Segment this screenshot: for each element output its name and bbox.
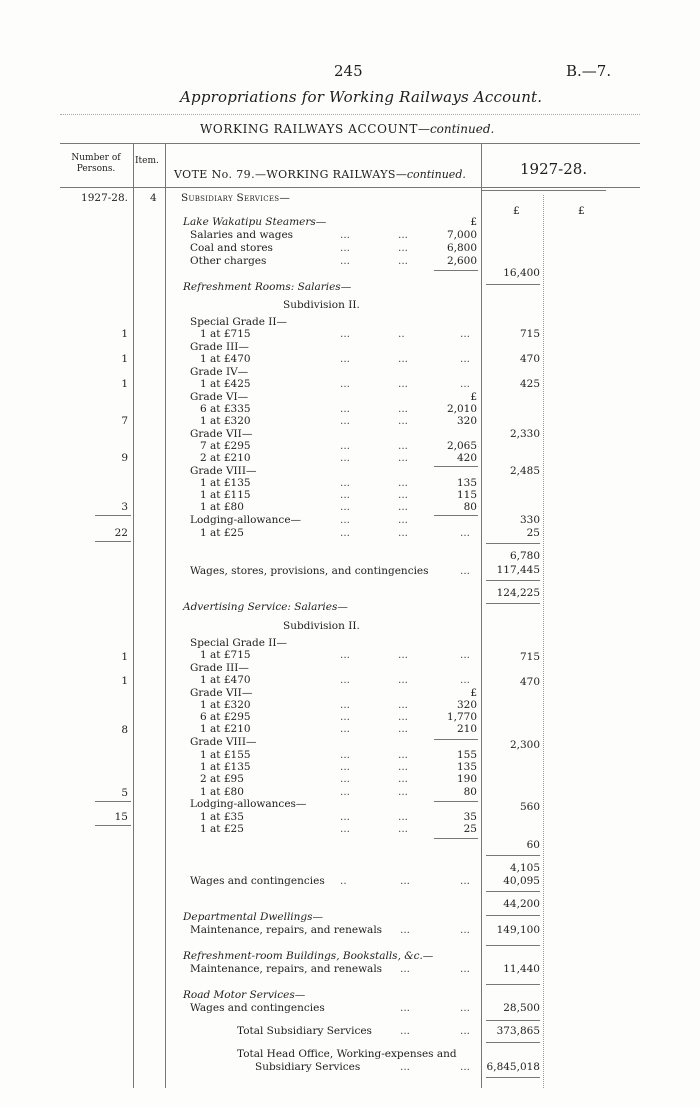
total-head-line2: Subsidiary Services	[255, 1061, 361, 1073]
leader-dots: ...	[340, 649, 351, 661]
advert-rate-amount: 80	[463, 786, 477, 798]
advert-sum: 4,105	[509, 862, 540, 874]
leader-dots: ...	[460, 1061, 471, 1073]
refbuild-amount: 11,440	[503, 963, 540, 975]
advert-grade-total: 2,300	[509, 739, 540, 751]
leader-dots: ...	[398, 811, 409, 823]
leader-dots: ...	[398, 711, 409, 723]
lake-total: 16,400	[503, 267, 540, 279]
col-sep-amount	[543, 195, 544, 1088]
total-subsidiary-amount: 373,865	[496, 1025, 540, 1037]
advert-rate: 1 at £25	[200, 823, 244, 835]
rule-total	[486, 945, 540, 946]
leader-dots: ...	[400, 875, 411, 887]
leader-dots: ...	[398, 242, 409, 254]
refresh-rate: 6 at £335	[200, 403, 251, 415]
leader-dots: ...	[460, 328, 471, 340]
leader-dots: ...	[340, 353, 351, 365]
col-sep-desc	[481, 143, 482, 1088]
rule-sub	[434, 801, 478, 802]
advert-rate-amount: 190	[456, 773, 477, 785]
leader-dots: ...	[400, 1025, 411, 1037]
section-dwell: Departmental Dwellings—	[183, 911, 324, 923]
refresh-rate: 1 at £320	[200, 415, 251, 427]
refresh-grade-total: 425	[519, 378, 540, 390]
advert-persons: 1	[121, 675, 128, 687]
rule-sum	[486, 855, 540, 856]
total-head-line1: Total Head Office, Working-expenses and	[237, 1048, 457, 1060]
leader-dots: ...	[340, 378, 351, 390]
refresh-rate: 7 at £295	[200, 440, 251, 452]
advert-rate-amount: 35	[463, 811, 477, 823]
leader-dots: ..	[340, 875, 347, 887]
leader-dots: ...	[398, 674, 409, 686]
page-subtitle	[200, 122, 494, 136]
vote-main: VOTE No. 79.—WORKING RAILWAYS	[174, 168, 396, 181]
pound-sign-col2: £	[578, 205, 585, 217]
rule-sub	[434, 515, 478, 516]
leader-dots: ...	[340, 501, 351, 513]
dwell-amount: 149,100	[496, 924, 540, 936]
refresh-rate: 1 at £135	[200, 477, 251, 489]
leader-dots: ...	[340, 328, 351, 340]
advert-wages-amount: 40,095	[503, 875, 540, 887]
refresh-wages-amount: 117,445	[496, 564, 540, 576]
refresh-grade-total: 2,485	[509, 465, 540, 477]
advert-rate: 1 at £210	[200, 723, 251, 735]
refresh-grade-heading: Grade VI—	[190, 391, 249, 403]
col-header-item: Item.	[135, 156, 159, 166]
total-subsidiary-label: Total Subsidiary Services	[237, 1025, 372, 1037]
section-subsidiary: Subsidiary Services—	[181, 192, 291, 204]
leader-dots: ...	[460, 875, 471, 887]
advert-persons: 1	[121, 651, 128, 663]
leader-dots: ...	[398, 699, 409, 711]
advert-grade-total: 715	[519, 651, 540, 663]
rule-persons	[95, 515, 131, 516]
leader-dots: ...	[340, 452, 351, 464]
leader-dots: ...	[340, 514, 351, 526]
leader-dots: ...	[398, 749, 409, 761]
advert-grade-heading: Special Grade II—	[190, 637, 288, 649]
rule-total	[486, 915, 540, 916]
rule-sub	[434, 739, 478, 740]
advert-lodging: Lodging-allowances—	[190, 798, 307, 810]
rule-year	[482, 190, 606, 191]
refresh-grade-heading: Special Grade II—	[190, 316, 288, 328]
col-sep-item	[165, 143, 166, 1088]
refresh-rate-amount: 135	[456, 477, 477, 489]
leader-dots: ...	[398, 353, 409, 365]
leader-dots: ...	[398, 761, 409, 773]
advert-grade-heading: Grade VIII—	[190, 736, 257, 748]
dwell-line: Maintenance, repairs, and renewals	[190, 924, 383, 936]
leader-dots: ...	[398, 378, 409, 390]
refresh-rate-amount: 115	[456, 489, 477, 501]
advert-total-persons: 15	[114, 811, 128, 823]
refresh-grade-total: 470	[519, 353, 540, 365]
leader-dots: ...	[340, 823, 351, 835]
refresh-rate: 1 at £80	[200, 501, 244, 513]
leader-dots: ...	[340, 242, 351, 254]
rule-total	[486, 984, 540, 985]
motor-amount: 28,500	[503, 1002, 540, 1014]
rule-sum	[486, 580, 540, 581]
advert-rate: 1 at £35	[200, 811, 244, 823]
refresh-total-persons: 22	[114, 527, 128, 539]
leader-dots: ...	[400, 1061, 411, 1073]
refresh-grade-total: 715	[519, 328, 540, 340]
section-refresh: Refreshment Rooms: Salaries—	[183, 281, 352, 293]
year-label: 1927-28.	[81, 192, 128, 204]
table-header-rule	[60, 187, 640, 188]
advert-rate: 6 at £295	[200, 711, 251, 723]
refresh-grade-total: 2,330	[509, 428, 540, 440]
leader-dots: ...	[460, 674, 471, 686]
refresh-sum: 6,780	[509, 550, 540, 562]
document-code: B.—7.	[566, 62, 612, 80]
rule-total	[486, 603, 540, 604]
advert-grade-heading: Grade III—	[190, 662, 249, 674]
lake-row-label: Coal and stores	[190, 242, 273, 254]
refresh-rate: 2 at £210	[200, 452, 251, 464]
leader-dots: ...	[460, 649, 471, 661]
advert-rate: 1 at £135	[200, 761, 251, 773]
refresh-persons: 7	[121, 415, 128, 427]
advert-persons: 5	[121, 787, 128, 799]
subtitle-cont: —continued.	[417, 122, 495, 136]
leader-dots: ...	[398, 477, 409, 489]
pound-sign-col1: £	[513, 205, 520, 217]
leader-dots: ...	[398, 823, 409, 835]
refresh-persons: 1	[121, 378, 128, 390]
pound-sign-lake: £	[470, 216, 477, 228]
refresh-rate-amount: 2,010	[446, 403, 477, 415]
section-lake: Lake Wakatipu Steamers—	[183, 216, 327, 228]
refresh-rate: 1 at £425	[200, 378, 251, 390]
page-title: Appropriations for Working Railways Account.	[180, 88, 543, 106]
rule-sub	[434, 466, 478, 467]
advert-wages-label: Wages and contingencies	[190, 875, 325, 887]
leader-dots: ...	[460, 1025, 471, 1037]
refresh-grade-heading: Grade III—	[190, 341, 249, 353]
refresh-grade-total: 330	[519, 514, 540, 526]
refresh-persons: 1	[121, 353, 128, 365]
rule-persons	[95, 801, 131, 802]
refresh-persons: 3	[121, 501, 128, 513]
leader-dots: ...	[398, 229, 409, 241]
col-header-year: 1927-28.	[520, 160, 588, 178]
advert-rate: 1 at £320	[200, 699, 251, 711]
leader-dots: ...	[340, 477, 351, 489]
refresh-rate: 1 at £115	[200, 489, 251, 501]
advert-rate: 1 at £715	[200, 649, 251, 661]
leader-dots: ..	[398, 328, 405, 340]
leader-dots: ...	[340, 229, 351, 241]
leader-dots: ...	[460, 527, 471, 539]
leader-dots: ...	[340, 415, 351, 427]
motor-line: Wages and contingencies	[190, 1002, 325, 1014]
advert-rate-amount: 155	[456, 749, 477, 761]
leader-dots: ...	[398, 501, 409, 513]
leader-dots: ...	[460, 565, 471, 577]
leader-dots: ...	[340, 527, 351, 539]
leader-dots: ...	[340, 674, 351, 686]
advert-rate-amount: 1,770	[446, 711, 477, 723]
pound-sign-advert: £	[470, 687, 477, 699]
refresh-rate-amount: 320	[456, 415, 477, 427]
leader-dots: ...	[340, 489, 351, 501]
leader-dots: ...	[398, 403, 409, 415]
advert-rate-amount: 320	[456, 699, 477, 711]
leader-dots: ...	[460, 963, 471, 975]
advert-rate-amount: 135	[456, 761, 477, 773]
advert-rate-amount: 25	[463, 823, 477, 835]
lake-row-label: Salaries and wages	[190, 229, 294, 241]
advert-rate: 1 at £470	[200, 674, 251, 686]
rule-persons	[95, 541, 131, 542]
rule-sum	[486, 543, 540, 544]
col-header-persons: Number of Persons.	[71, 153, 121, 174]
leader-dots: ...	[460, 353, 471, 365]
advert-total: 44,200	[503, 898, 540, 910]
rule-lake-total	[486, 284, 540, 285]
total-head-amount: 6,845,018	[486, 1061, 540, 1073]
leader-dots: ...	[340, 749, 351, 761]
leader-dots: ...	[400, 1002, 411, 1014]
advert-grade-total: 60	[526, 839, 540, 851]
refresh-rate: 1 at £715	[200, 328, 251, 340]
refresh-total: 124,225	[496, 587, 540, 599]
refresh-persons: 9	[121, 452, 128, 464]
leader-dots: ...	[340, 711, 351, 723]
lake-row-amount: 6,800	[446, 242, 477, 254]
lake-row-label: Other charges	[190, 255, 267, 267]
leader-dots: ...	[340, 761, 351, 773]
leader-dots: ...	[398, 649, 409, 661]
advert-rate: 1 at £155	[200, 749, 251, 761]
rule-total	[486, 1042, 540, 1043]
rule-lake	[434, 270, 478, 271]
leader-dots: ...	[340, 811, 351, 823]
leader-dots: ...	[400, 924, 411, 936]
refresh-grade-heading: Grade VII—	[190, 428, 253, 440]
refresh-grade-heading: Grade IV—	[190, 366, 249, 378]
leader-dots: ...	[400, 963, 411, 975]
col-sep-persons	[133, 143, 134, 1088]
refresh-grade-total: 25	[526, 527, 540, 539]
page-number: 245	[334, 62, 363, 80]
leader-dots: ...	[398, 514, 409, 526]
leader-dots: ...	[340, 255, 351, 267]
leader-dots: ...	[460, 378, 471, 390]
refresh-rate-amount: 80	[463, 501, 477, 513]
refbuild-line: Maintenance, repairs, and renewals	[190, 963, 383, 975]
leader-dots: ...	[398, 452, 409, 464]
refresh-rate-amount: 2,065	[446, 440, 477, 452]
rule-sum	[486, 891, 540, 892]
rule-sub	[434, 838, 478, 839]
section-motor: Road Motor Services—	[183, 989, 306, 1001]
leader-dots: ...	[340, 786, 351, 798]
lake-row-amount: 7,000	[446, 229, 477, 241]
leader-dots: ...	[340, 773, 351, 785]
subtitle-main: WORKING RAILWAYS ACCOUNT	[200, 122, 418, 136]
advert-rate-amount: 210	[456, 723, 477, 735]
pound-sign-refresh: £	[470, 391, 477, 403]
advert-subdivision: Subdivision II.	[283, 620, 360, 632]
leader-dots: ...	[398, 723, 409, 735]
table-top-rule	[60, 143, 640, 144]
advert-grade-total: 470	[519, 676, 540, 688]
leader-dots: ...	[460, 1002, 471, 1014]
leader-dots: ...	[398, 415, 409, 427]
refresh-subdivision: Subdivision II.	[283, 299, 360, 311]
leader-dots: ...	[398, 527, 409, 539]
refresh-rate-amount: 420	[456, 452, 477, 464]
vote-cont: —continued.	[395, 168, 466, 181]
rule-final	[486, 1077, 540, 1078]
rule-persons	[95, 825, 131, 826]
advert-rate: 1 at £80	[200, 786, 244, 798]
leader-dots: ...	[340, 723, 351, 735]
refresh-persons: 1	[121, 328, 128, 340]
section-advert: Advertising Service: Salaries—	[183, 601, 348, 613]
leader-dots: ...	[398, 440, 409, 452]
refresh-lodging: Lodging-allowance—	[190, 514, 302, 526]
leader-dots: ...	[340, 403, 351, 415]
lake-row-amount: 2,600	[446, 255, 477, 267]
refresh-grade-heading: Grade VIII—	[190, 465, 257, 477]
advert-rate: 2 at £95	[200, 773, 244, 785]
refresh-rate: 1 at £25	[200, 527, 244, 539]
leader-dots: ...	[398, 255, 409, 267]
leader-dots: ...	[340, 440, 351, 452]
leader-dots: ...	[398, 786, 409, 798]
leader-dots: ...	[340, 699, 351, 711]
rule-top	[60, 114, 640, 115]
advert-grade-total: 560	[519, 801, 540, 813]
advert-grade-heading: Grade VII—	[190, 687, 253, 699]
rule-total	[486, 1020, 540, 1021]
section-refbuild: Refreshment-room Buildings, Bookstalls, &c.—	[183, 950, 434, 962]
leader-dots: ...	[460, 924, 471, 936]
item-number: 4	[150, 192, 157, 204]
advert-persons: 8	[121, 724, 128, 736]
leader-dots: ...	[398, 773, 409, 785]
refresh-rate: 1 at £470	[200, 353, 251, 365]
leader-dots: ...	[398, 489, 409, 501]
col-header-vote	[174, 168, 466, 181]
refresh-wages-label: Wages, stores, provisions, and contingencies	[190, 565, 429, 577]
